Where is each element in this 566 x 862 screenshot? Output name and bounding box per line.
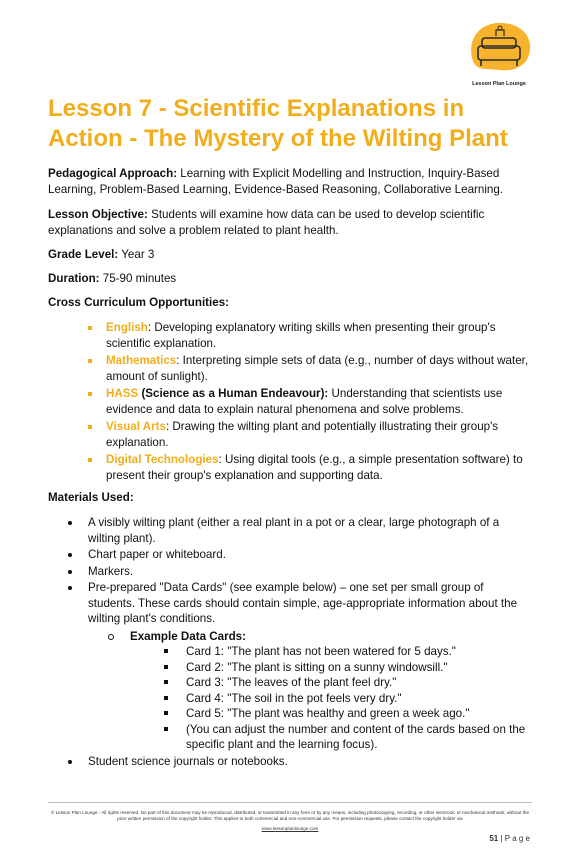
bullet-icon <box>68 570 72 574</box>
footer-copyright: © Lesson Plan Lounge - All rights reserved. No part of this document may be reproduced, distributed, or transmitted in any form or by any means, including photocopying, recording, or other electronic or mechanical methods, without the prior written permission of the copyright holder. This applies to both commercial and non-commercial use. For permission requests, please contact the copyright holder via <box>50 810 530 821</box>
example-data-cards-heading <box>108 629 528 645</box>
list-item <box>88 353 538 384</box>
subject-extra: (Science as a Human Endeavour): <box>138 387 329 400</box>
material-text: Pre-prepared "Data Cards" (see example below) – one set per small group of students. These cards should contain simple, age-appropriate information about the wilting plant's conditions. <box>88 581 518 625</box>
pedagogical-label: Pedagogical Approach: <box>48 167 178 180</box>
list-item <box>164 660 528 676</box>
square-bullet-icon <box>164 727 168 731</box>
page-number-value: 51 <box>489 834 499 843</box>
list-item <box>164 691 528 707</box>
bullet-icon <box>88 359 92 363</box>
square-bullet-icon <box>164 680 168 684</box>
page-number: 51 | P a g e <box>489 834 530 843</box>
subject-name: Digital Technologies <box>106 453 219 466</box>
square-bullet-icon <box>164 711 168 715</box>
bullet-icon <box>88 326 92 330</box>
list-item <box>164 722 528 753</box>
subject-text: : Interpreting simple sets of data (e.g., number of days without water, amount of sunlight). <box>106 354 529 383</box>
pedagogical-text: Learning with Explicit Modelling and Instruction, Inquiry-Based Learning, Problem-Based Learning, Evidence-Based Reasoning, Collaborative Learning. <box>48 167 504 196</box>
bullet-icon <box>88 458 92 462</box>
subject-text: : Developing explanatory writing skills when presenting their group's scientific explanation. <box>106 321 496 350</box>
list-item <box>68 754 528 770</box>
subject-name: Mathematics <box>106 354 177 367</box>
list-item <box>68 515 528 546</box>
list-item <box>68 580 528 753</box>
subject-text: Understanding that scientists use evidence and data to explain natural phenomena and solve problems. <box>106 387 503 416</box>
bullet-icon <box>68 760 72 764</box>
list-item <box>164 644 528 660</box>
footer-website-link[interactable]: www.lessonplanlounge.com <box>261 826 319 831</box>
subject-name: English <box>106 321 148 334</box>
list-item <box>164 706 528 722</box>
pedagogical-approach <box>48 166 534 197</box>
material-text: Student science journals or notebooks. <box>88 754 288 768</box>
list-item <box>88 320 538 351</box>
materials-list <box>68 515 528 770</box>
duration-text: 75-90 minutes <box>99 272 177 285</box>
bullet-icon <box>68 553 72 557</box>
list-item <box>68 547 528 563</box>
card-text: Card 1: "The plant has not been watered for 5 days." <box>186 645 456 658</box>
list-item <box>88 419 538 450</box>
bullet-icon <box>68 586 72 590</box>
square-bullet-icon <box>164 696 168 700</box>
logo-text: Lesson Plan Lounge <box>472 81 526 87</box>
bullet-icon <box>88 425 92 429</box>
card-text: Card 3: "The leaves of the plant feel dry." <box>186 676 397 689</box>
objective-label: Lesson Objective: <box>48 208 148 221</box>
data-cards-list <box>164 644 528 753</box>
card-text: Card 2: "The plant is sitting on a sunny windowsill." <box>186 660 448 674</box>
subject-name: HASS <box>106 387 139 400</box>
cross-curriculum-list <box>88 320 538 485</box>
card-text: Card 4: "The soil in the pot feels very dry." <box>186 691 402 705</box>
bullet-icon <box>88 392 92 396</box>
example-heading-text: Example Data Cards: <box>130 629 246 643</box>
square-bullet-icon <box>164 649 168 653</box>
material-text: Markers. <box>88 564 134 578</box>
material-text: A visibly wilting plant (either a real plant in a pot or a clear, large photograph of a wilting plant). <box>88 516 500 545</box>
grade-label: Grade Level: <box>48 248 119 261</box>
list-item <box>88 386 538 417</box>
lesson-plan-lounge-logo-icon <box>464 20 534 78</box>
materials-heading: Materials Used: <box>48 491 134 504</box>
list-item <box>68 564 528 580</box>
page-label: P a g e <box>504 834 530 843</box>
duration-label: Duration: <box>48 272 100 285</box>
objective-text: Students will examine how data can be used to develop scientific explanations and solve a problem related to plant health. <box>48 208 485 237</box>
material-text: Chart paper or whiteboard. <box>88 548 226 561</box>
subject-text: : Drawing the wilting plant and potentially illustrating their group's explanation. <box>106 420 499 449</box>
bullet-icon <box>68 521 72 525</box>
list-item <box>164 675 528 691</box>
footer-divider <box>48 802 532 803</box>
subject-name: Visual Arts <box>106 420 166 433</box>
grade-text: Year 3 <box>118 248 155 261</box>
lesson-objective <box>48 207 534 238</box>
duration <box>48 271 534 287</box>
grade-level <box>48 247 534 263</box>
page-title: Lesson 7 - Scientific Explanations in Action - The Mystery of the Wilting Plant <box>48 95 508 152</box>
card-text: Card 5: "The plant was healthy and green a week ago." <box>186 707 470 720</box>
circle-bullet-icon <box>108 634 114 640</box>
example-data-cards <box>108 629 528 753</box>
subject-text: : Using digital tools (e.g., a simple presentation software) to present their group's explanation and supporting data. <box>106 453 523 482</box>
cross-curriculum-heading: Cross Curriculum Opportunities: <box>48 296 230 309</box>
card-text: (You can adjust the number and content of the cards based on the specific plant and the learning focus). <box>186 722 526 751</box>
list-item <box>88 452 538 483</box>
square-bullet-icon <box>164 665 168 669</box>
